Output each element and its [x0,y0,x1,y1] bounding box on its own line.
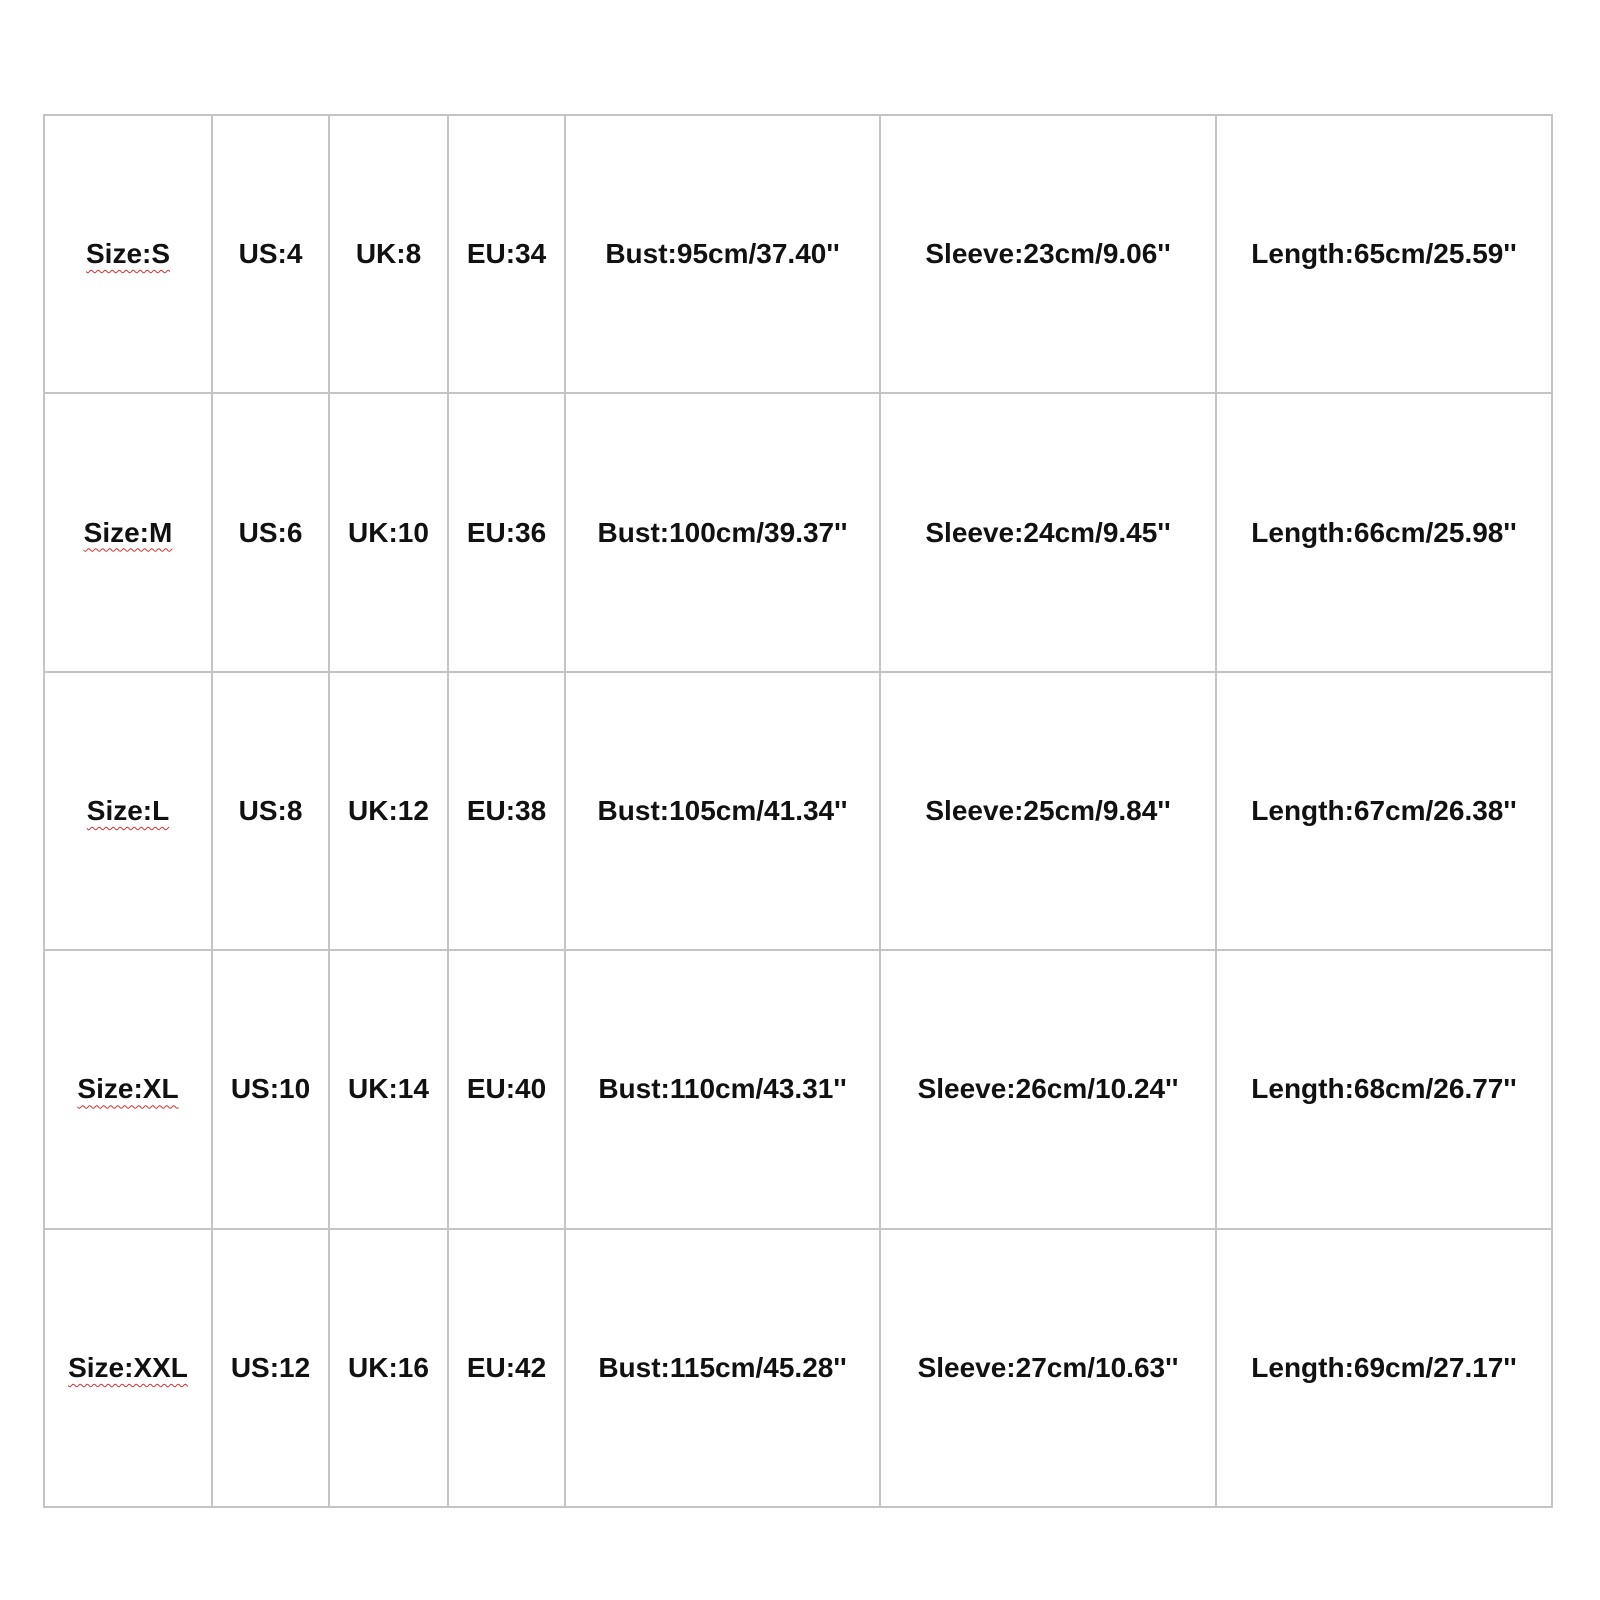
sleeve-cell: Sleeve:27cm/10.63'' [880,1229,1216,1507]
us-size-cell: US:6 [212,393,329,671]
us-size-cell: US:4 [212,115,329,393]
eu-size-cell: EU:40 [448,950,565,1228]
uk-size-cell: UK:14 [329,950,448,1228]
size-label: Size:XL [77,1073,179,1105]
size-cell [44,393,212,671]
eu-size-cell: EU:34 [448,115,565,393]
sleeve-cell: Sleeve:25cm/9.84'' [880,672,1216,950]
size-cell [44,1229,212,1507]
size-label: Size:L [86,794,170,826]
size-cell [44,115,212,393]
us-size-cell: US:12 [212,1229,329,1507]
table-row [44,672,1552,950]
length-cell: Length:69cm/27.17'' [1216,1229,1552,1507]
size-label: Size:M [83,516,173,548]
sleeve-cell: Sleeve:23cm/9.06'' [880,115,1216,393]
bust-cell: Bust:105cm/41.34'' [565,672,880,950]
table-row [44,1229,1552,1507]
length-cell: Length:66cm/25.98'' [1216,393,1552,671]
bust-cell: Bust:100cm/39.37'' [565,393,880,671]
sleeve-cell: Sleeve:26cm/10.24'' [880,950,1216,1228]
size-chart-table [43,114,1553,1508]
size-label: Size:S [85,238,171,270]
length-cell: Length:68cm/26.77'' [1216,950,1552,1228]
uk-size-cell: UK:10 [329,393,448,671]
table-row [44,115,1552,393]
size-cell [44,950,212,1228]
bust-cell: Bust:110cm/43.31'' [565,950,880,1228]
eu-size-cell: EU:42 [448,1229,565,1507]
size-label: Size:XXL [68,1351,188,1383]
bust-cell: Bust:95cm/37.40'' [565,115,880,393]
table-row [44,950,1552,1228]
us-size-cell: US:8 [212,672,329,950]
table-row [44,393,1552,671]
eu-size-cell: EU:36 [448,393,565,671]
sleeve-cell: Sleeve:24cm/9.45'' [880,393,1216,671]
length-cell: Length:67cm/26.38'' [1216,672,1552,950]
us-size-cell: US:10 [212,950,329,1228]
uk-size-cell: UK:12 [329,672,448,950]
uk-size-cell: UK:16 [329,1229,448,1507]
length-cell: Length:65cm/25.59'' [1216,115,1552,393]
eu-size-cell: EU:38 [448,672,565,950]
bust-cell: Bust:115cm/45.28'' [565,1229,880,1507]
size-cell [44,672,212,950]
uk-size-cell: UK:8 [329,115,448,393]
